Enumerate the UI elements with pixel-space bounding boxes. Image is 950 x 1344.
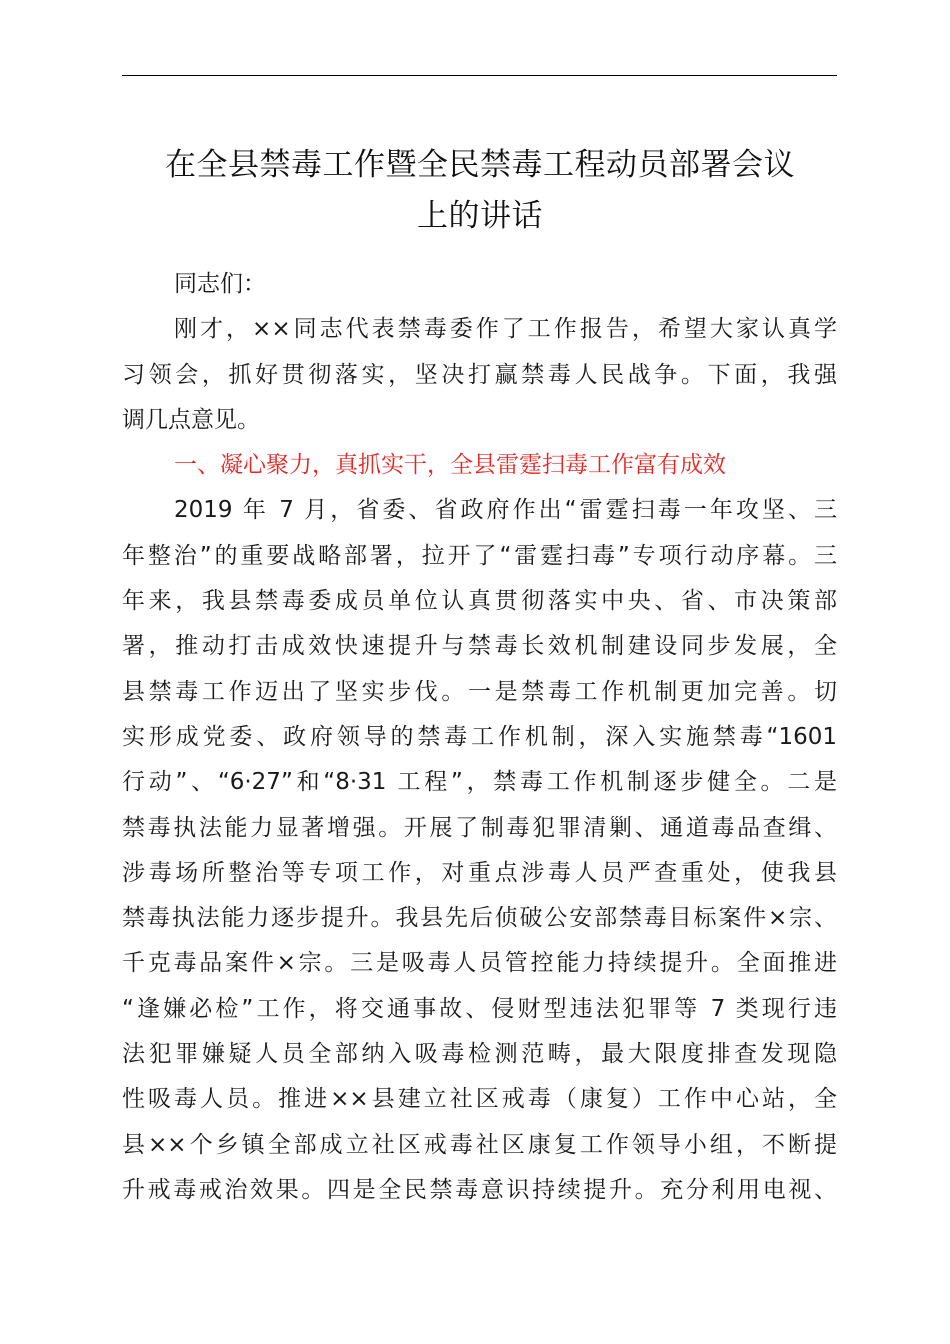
paragraph-line: 年整治”的重要战略部署，拉开了“雷霆扫毒”专项行动序幕。三	[122, 542, 837, 569]
header-rule	[122, 75, 837, 76]
salutation: 同志们：	[174, 271, 266, 297]
paragraph-line: 法犯罪嫌疑人员全部纳入吸毒检测范畴，最大限度排查发现隐	[122, 1041, 837, 1068]
paragraph-line: 调几点意见。	[122, 406, 260, 433]
section-heading: 一、凝心聚力，真抓实干，全县雷霆扫毒工作富有成效	[174, 452, 726, 479]
paragraph-line: 署，推动打击成效快速提升与禁毒长效机制建设同步发展，全	[122, 633, 837, 660]
paragraph-line: 县××个乡镇全部成立社区戒毒社区康复工作领导小组，不断提	[122, 1131, 837, 1158]
paragraph-line: 涉毒场所整治等专项工作，对重点涉毒人员严查重处，使我县	[122, 859, 837, 886]
paragraph-line: 升戒毒戒治效果。四是全民禁毒意识持续提升。充分利用电视、	[122, 1176, 837, 1203]
title-line-1: 在全县禁毒工作暨全民禁毒工程动员部署会议	[165, 147, 795, 183]
paragraph-line: 千克毒品案件×宗。三是吸毒人员管控能力持续提升。全面推进	[122, 950, 837, 977]
document-body	[122, 262, 837, 1213]
paragraph-line: 行动”、“6·27”和“8·31 工程”，禁毒工作机制逐步健全。二是	[122, 769, 837, 796]
paragraph-line: 习领会，抓好贯彻落实，坚决打赢禁毒人民战争。下面，我强	[122, 361, 837, 388]
title-line-2: 上的讲话	[417, 198, 543, 234]
paragraph-line: 禁毒执法能力逐步提升。我县先后侦破公安部禁毒目标案件×宗、	[122, 905, 837, 932]
paragraph-line: “逢嫌必检”工作，将交通事故、侵财型违法犯罪等 7 类现行违	[122, 995, 837, 1022]
paragraph-line: 年来，我县禁毒委成员单位认真贯彻落实中央、省、市决策部	[122, 588, 837, 615]
paragraph-line: 刚才，××同志代表禁毒委作了工作报告，希望大家认真学	[174, 316, 837, 343]
document-title	[120, 140, 840, 242]
paragraph-line: 性吸毒人员。推进××县建立社区戒毒（康复）工作中心站，全	[122, 1086, 837, 1113]
paragraph-line: 2019 年 7 月，省委、省政府作出“雷霆扫毒一年攻坚、三	[174, 497, 837, 524]
paragraph-line: 实形成党委、政府领导的禁毒工作机制，深入实施禁毒“1601	[122, 723, 837, 750]
paragraph-line: 禁毒执法能力显著增强。开展了制毒犯罪清剿、通道毒品查缉、	[122, 814, 837, 841]
paragraph-line: 县禁毒工作迈出了坚实步伐。一是禁毒工作机制更加完善。切	[122, 678, 837, 705]
